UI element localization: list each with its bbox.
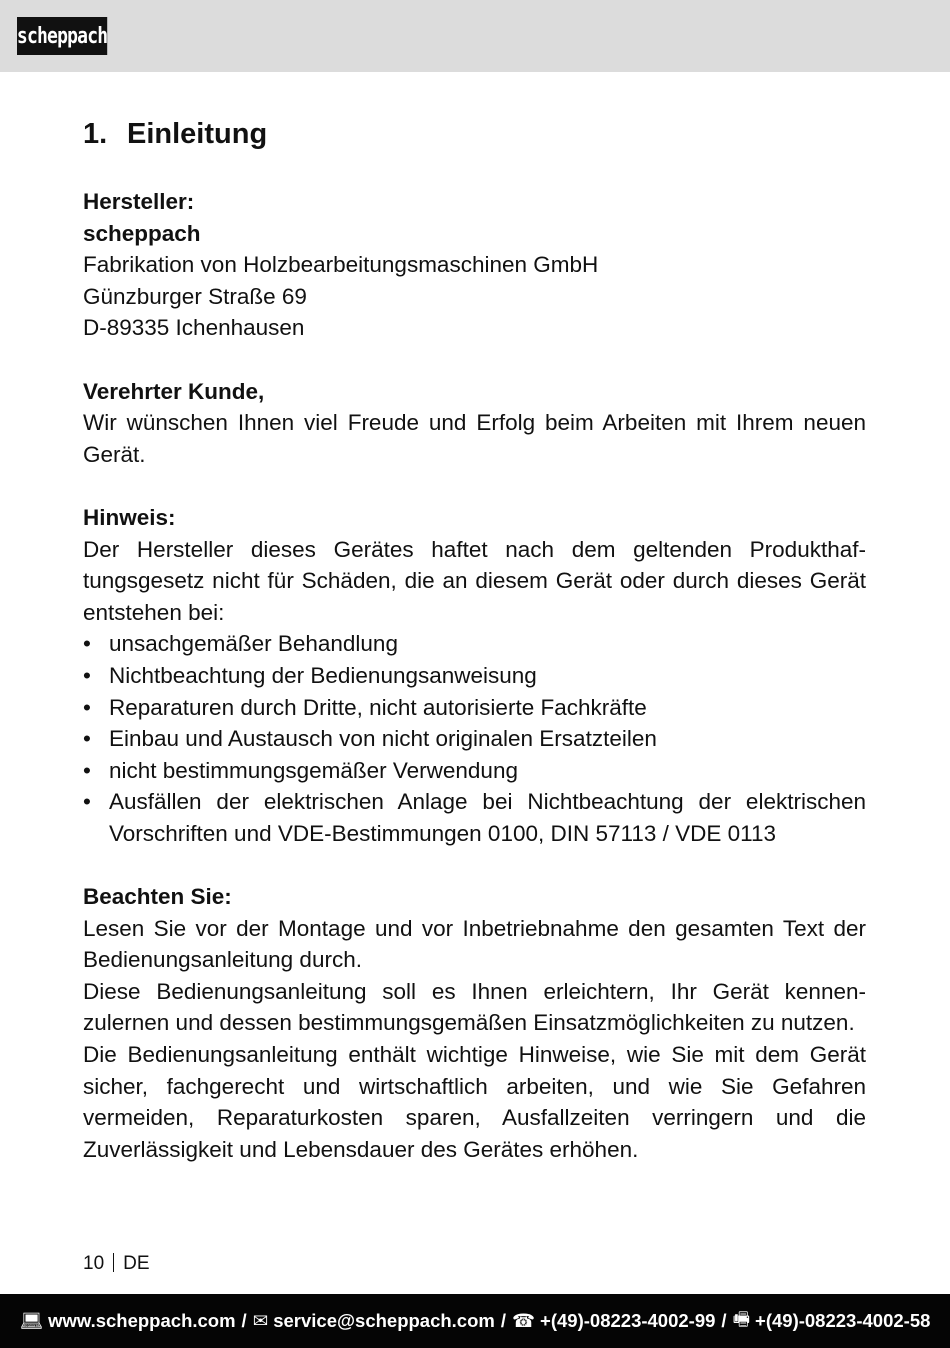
greeting-text: Wir wünschen Ihnen viel Freude und Erfolg beim Arbeiten mit Ihrem neuen Gerät. xyxy=(83,410,866,467)
section-number: 1. xyxy=(83,118,108,150)
notice-block xyxy=(83,502,866,850)
attention-label: Beachten Sie: xyxy=(83,884,232,910)
list-item: • Nichtbeachtung der Bedienungsanweisung xyxy=(83,660,866,692)
bullet-icon: • xyxy=(83,631,91,657)
attention-paragraph-3: Die Bedienungsanleitung enthält wichtige Hinweise, wie Sie mit dem Gerät sicher, fachgerecht und wirtschaftlich arbeiten, und wie Sie Gefahren vermeiden, Reparaturkosten sparen, Ausfallzeiten verringern und die Zuverlässigkeit und Lebensdauer des Gerätes erhöhen. xyxy=(83,1042,866,1162)
notice-text: Der Hersteller dieses Gerätes haftet nach dem geltenden Produkthaftungsgesetz nicht für Schäden, die an diesem Gerät oder durch dieses Gerät entstehen bei: xyxy=(83,536,866,625)
footer-email[interactable]: service@scheppach.com xyxy=(273,1310,495,1331)
bullet-icon: • xyxy=(83,757,91,783)
envelope-icon: ✉︎ xyxy=(252,1310,269,1331)
page-separator xyxy=(113,1253,114,1272)
document-body xyxy=(83,112,866,1165)
list-item: • unsachgemäßer Behandlung xyxy=(83,628,866,660)
page-number xyxy=(83,1252,150,1276)
list-item: • Reparaturen durch Dritte, nicht autorisierte Fachkräfte xyxy=(83,692,866,724)
manufacturer-block xyxy=(83,186,866,344)
manufacturer-label: Hersteller: xyxy=(83,189,195,214)
computer-icon: 💻︎ xyxy=(19,1310,44,1331)
list-item: • nicht bestimmungsgemäßer Verwendung xyxy=(83,755,866,787)
manufacturer-company: Fabrikation von Holzbearbeitungsmaschinen GmbH xyxy=(83,252,599,278)
manufacturer-city: D-89335 Ichenhausen xyxy=(83,315,305,341)
bullet-icon: • xyxy=(83,789,91,815)
page-language: DE xyxy=(123,1253,150,1274)
attention-block xyxy=(83,881,866,1165)
footer-phone: +(49)-08223-4002-99 xyxy=(540,1310,716,1331)
bullet-icon: • xyxy=(83,694,91,720)
page-footer: 💻︎ www.scheppach.com / ✉︎ service@scheppach.com / ☎︎ +(49)-08223-4002-99 / 🖷︎ +(49)-08223-4002-58 xyxy=(0,1294,950,1348)
manufacturer-name: scheppach xyxy=(83,220,201,246)
greeting-label: Verehrter Kunde, xyxy=(83,378,265,404)
manufacturer-street: Günzburger Straße 69 xyxy=(83,283,307,309)
page-number-value: 10 xyxy=(83,1253,105,1274)
attention-paragraph-1: Lesen Sie vor der Montage und vor Inbetriebnahme den gesamten Text der Bedienungsanleitung durch. xyxy=(83,915,866,973)
section-heading xyxy=(83,112,866,156)
footer-website[interactable]: www.scheppach.com xyxy=(48,1310,236,1331)
notice-list xyxy=(83,628,866,849)
fax-icon: 🖷︎ xyxy=(732,1308,751,1329)
bullet-icon: • xyxy=(83,726,91,752)
section-title: Einleitung xyxy=(127,118,268,150)
list-item: • Einbau und Austausch von nicht originalen Ersatzteilen xyxy=(83,723,866,755)
scheppach-logo: scheppach xyxy=(17,17,107,55)
greeting-block xyxy=(83,376,866,471)
telephone-icon: ☎︎ xyxy=(512,1310,536,1331)
footer-fax: +(49)-08223-4002-58 xyxy=(755,1310,931,1331)
page-header xyxy=(0,0,950,72)
list-item: • Ausfällen der elektrischen Anlage bei Nichtbeachtung der elektrischen Vorschriften und VDE-Bestimmungen 0100, DIN 57113 / VDE 0113 xyxy=(83,786,866,849)
attention-paragraph-2: Diese Bedienungsanleitung soll es Ihnen erleichtern, Ihr Gerät kennenzulernen und dessen bestimmungsgemäßen Einsatzmöglichkeiten zu nutzen. xyxy=(83,978,866,1036)
notice-label: Hinweis: xyxy=(83,504,176,530)
bullet-icon: • xyxy=(83,662,91,688)
